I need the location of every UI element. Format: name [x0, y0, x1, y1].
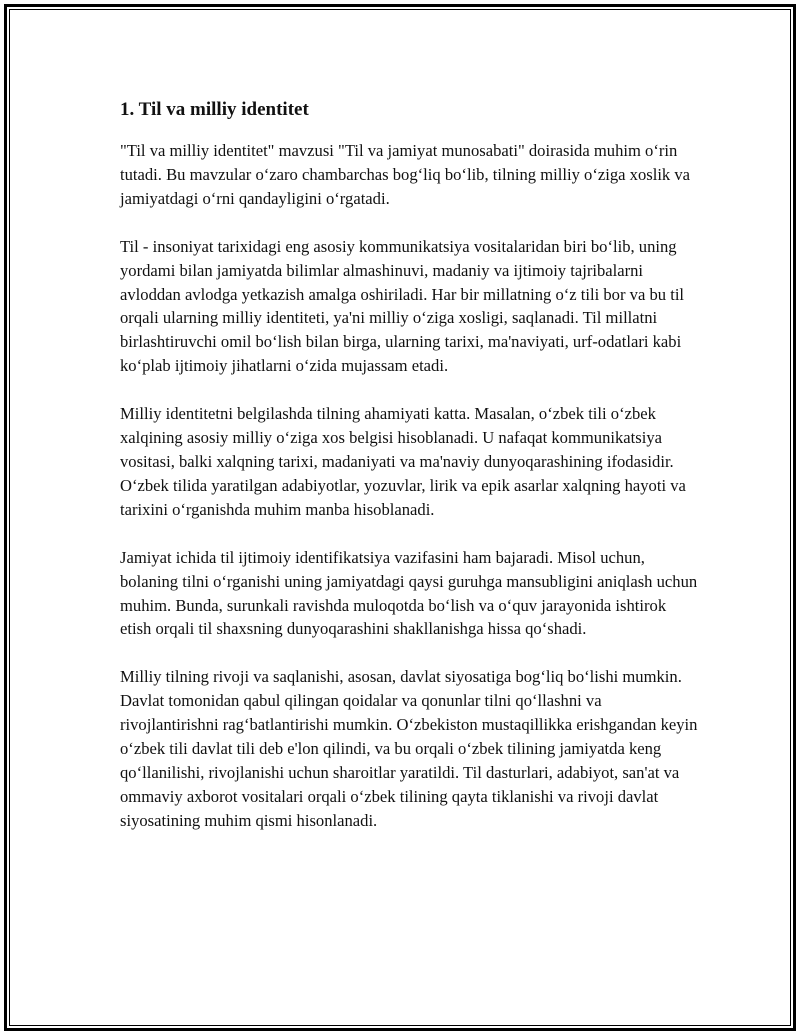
paragraph-5: Milliy tilning rivoji va saqlanishi, asosan, davlat siyosatiga bog‘liq bo‘lishi mumkin. Davlat tomonidan qabul qilingan qoidalar va qonunlar tilni qo‘llashni va rivojlantirishni rag‘batlantirishi mumkin. O‘zbekiston mustaqillikka erishgandan keyin o‘zbek tili davlat tili deb e'lon qilindi, va bu orqali o‘zbek tilining jamiyatda keng qo‘llanilishi, rivojlanishi uchun sharoitlar yaratildi. Til dasturlari, adabiyot, san'at va ommaviy axborot vositalari orqali o‘zbek tilining qayta tiklanishi va rivoji davlat siyosatining muhim qismi hisonlanadi. — [120, 667, 698, 830]
page-border — [4, 4, 796, 1031]
paragraph-4: Jamiyat ichida til ijtimoiy identifikatsiya vazifasini ham bajaradi. Misol uchun, bolaning tilni o‘rganishi uning jamiyatdagi qaysi guruhga mansubligini aniqlash uchun muhim. Bunda, surunkali ravishda muloqotda bo‘lish va o‘quv jarayonida ishtirok etish orqali til shaxsning dunyoqarashini shakllanishga hissa qo‘shadi. — [120, 547, 698, 639]
document-body — [120, 98, 700, 857]
paragraph-3: Milliy identitetni belgilashda tilning ahamiyati katta. Masalan, o‘zbek tili o‘zbek xalqining asosiy milliy o‘ziga xos belgisi hisoblanadi. U nafaqat kommunikatsiya vositasi, balki xalqning tarixi, madaniyati va ma'naviy dunyoqarashining ifodasidir. O‘zbek tilida yaratilgan adabiyotlar, yozuvlar, lirik va epik asarlar xalqning hayoti va tarixini o‘rganishda muhim manba hisoblanadi. — [120, 404, 686, 519]
paragraph-2: Til - insoniyat tarixidagi eng asosiy kommunikatsiya vositalaridan biri bo‘lib, uning yordami bilan jamiyatda bilimlar almashinuvi, madaniy va ijtimoiy tajribalarni avloddan avlodga yetkazish amalga oshiriladi. Har bir millatning o‘z tili bor va bu til orqali ularning milliy identiteti, ya'ni milliy o‘ziga xosligi, saqlanadi. Til millatni birlashtiruvchi omil bo‘lish bilan birga, ularning tarixi, ma'naviyati, urf-odatlari kabi ko‘plab ijtimoiy jihatlarni o‘zida mujassam etadi. — [120, 236, 685, 376]
section-title: 1. Til va milliy identitet — [120, 99, 309, 120]
paragraph-1: "Til va milliy identitet" mavzusi "Til va jamiyat munosabati" doirasida muhim o‘rin tutadi. Bu mavzular o‘zaro chambarchas bog‘liq bo‘lib, tilning milliy o‘ziga xoslik va jamiyatdagi o‘rni qandayligini o‘rgatadi. — [120, 141, 691, 208]
